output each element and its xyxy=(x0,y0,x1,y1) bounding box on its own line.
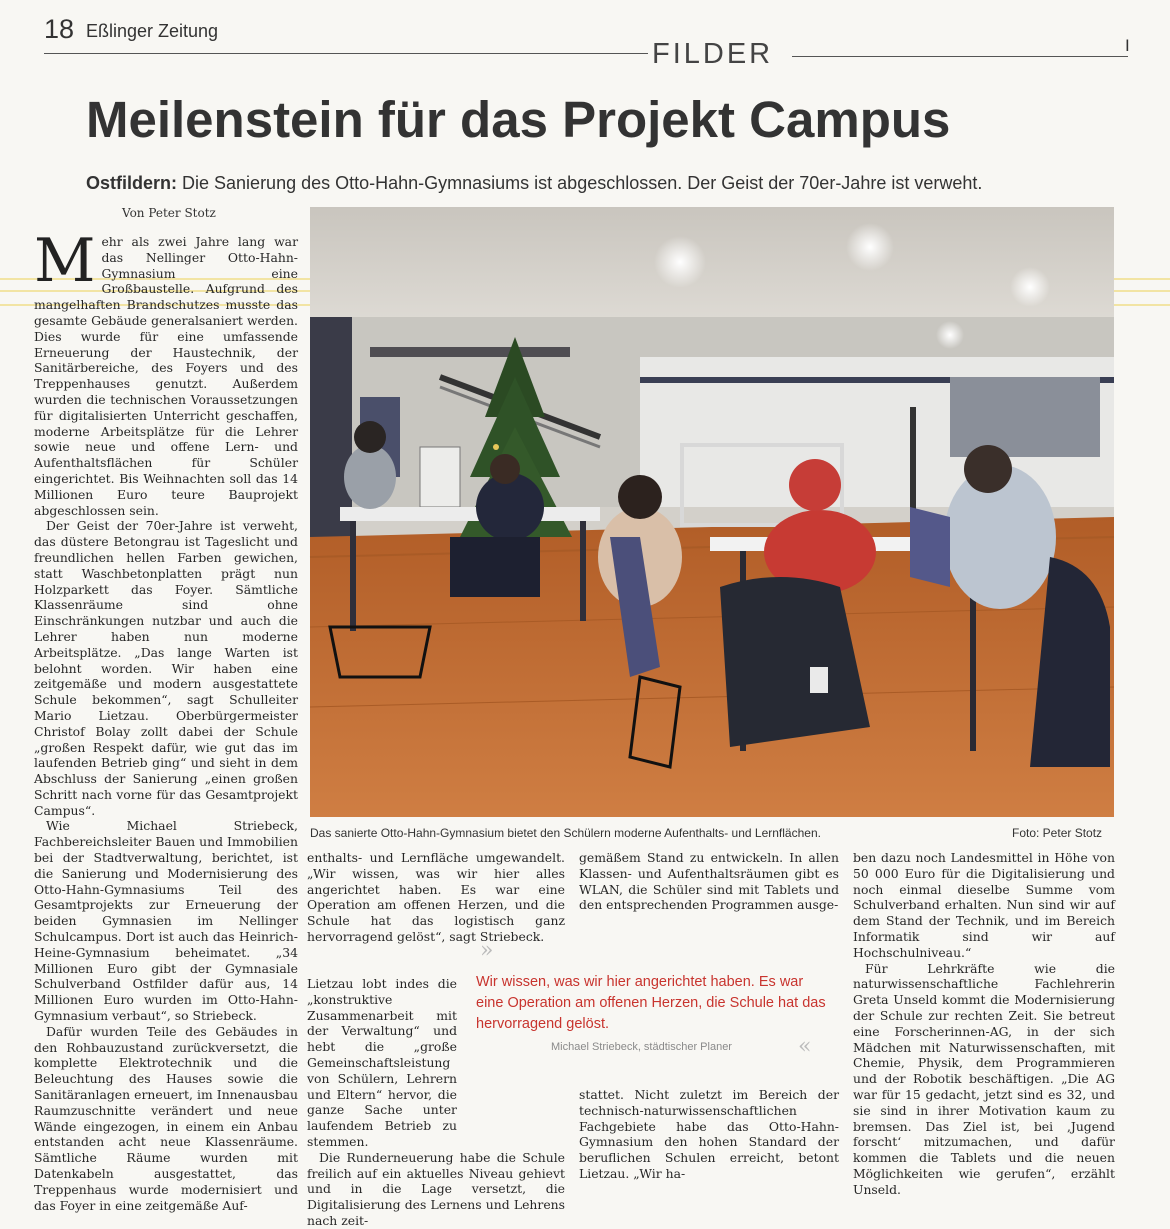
paragraph: enthalts- und Lernfläche umgewandelt. „Wir wissen, was wir hier alles angerichtet haben. Es war eine Operation am offenen Herzen, und die Schule hat das logistisch ganz hervorragend gelöst“, sagt Striebeck. xyxy=(307,850,565,944)
paragraph: gemäßem Stand zu entwickeln. In allen Klassen- und Aufenthaltsräumen gibt es WLAN, die Schüler sind mit Tablets und den entsprechenden Programmen ausge- xyxy=(579,850,839,913)
paragraph-text: ehr als zwei Jahre lang war das Nellinger Otto-Hahn-Gymnasium eine Großbaustelle. Aufgrund des mangelhaften Brandschutzes musste das gesamte Gebäude generalsaniert werden. Dies wurde für eine umfassende Erneuerung der Haustechnik, der Sanitärbereiche, des Foyers und des Treppenhauses genutzt. Außerdem wurden die technischen Voraussetzungen für digitalisierten Unterricht geschaffen, moderne Arbeitsplätze für die Lehrer sowie neue und offene Lern- und Aufenthaltsflächen für Schüler eingerichtet. Bis Weihnachten soll das 14 Millionen Euro teure Bauprojekt abgeschlossen sein. xyxy=(34,234,298,518)
header-rule-left xyxy=(44,53,648,54)
article-column-1 xyxy=(34,226,298,1213)
paragraph xyxy=(34,226,298,518)
newspaper-name: Eßlinger Zeitung xyxy=(86,21,219,41)
byline: Von Peter Stotz xyxy=(122,206,216,220)
quote-open-mark: » xyxy=(480,938,494,963)
header-rule-right xyxy=(792,56,1128,57)
page-number: 18 xyxy=(44,14,75,44)
paragraph: Für Lehrkräfte wie die naturwissenschaftliche Fachlehrerin Greta Unseld kommt die Modernisierung der Schule zur rechten Zeit. Sie betreut eine Forscherinnen-AG, in der sich Mädchen mit Naturwissenschaften, mit Chemie, Physik, dem Programmieren und der Robotik beschäftigen. „Die AG war für 15 gedacht, jetzt sind es 32, und sie sind in ihrer Motivation kaum zu bremsen. Das Ziel ist, bei ‚Jugend forscht‘ mitzumachen, und dafür kommen die Tablets und die neuen Möglichkeiten wie gerufen“, erzählt Unseld. xyxy=(853,960,1115,1197)
paragraph: Dafür wurden Teile des Gebäudes in den Rohbauzustand zurückversetzt, die komplette Elektrotechnik und die Beleuchtung des Hauses sowie die Sanitäranlagen erneuert, im Innenausbau Raumzuschnitte verändert und neue Wände eingezogen, in einem ein Anbau entstanden acht neue Klassenräume. Sämtliche Räume wurden mit Datenkabeln ausgestattet, das Treppenhaus wurde modernisiert und das Foyer in eine zeitgemäße Auf- xyxy=(34,1023,298,1213)
column-2-upper xyxy=(307,850,565,970)
subline-place: Ostfildern: xyxy=(86,173,178,193)
pull-quote-source: Michael Striebeck, städtischer Planer xyxy=(551,1041,732,1053)
drop-cap: M xyxy=(34,226,96,296)
article-subline xyxy=(86,173,982,194)
quote-close-mark: « xyxy=(798,1034,812,1059)
paragraph: stattet. Nicht zuletzt im Bereich der technisch-naturwissenschaftlichen Fachgebiete habe das Otto-Hahn-Gymnasium den hohen Standard der beruflichen Schulen erreicht, betont Lietzau. „Wir ha- xyxy=(579,1087,839,1181)
photo-caption: Das sanierte Otto-Hahn-Gymnasium bietet den Schülern moderne Aufenthalts- und Lernflächen. xyxy=(310,826,821,840)
paragraph: Die Runderneuerung habe die Schule freilich auf ein aktuelles Niveau gehievt und in die Lage versetzt, die Digitalisierung des Lernens und Lehrens nach zeit- xyxy=(307,1149,565,1228)
paragraph: ben dazu noch Landesmittel in Höhe von 50 000 Euro für die Digitalisierung und noch einmal dieselbe Summe vom Schulverband erhalten. Nun sind wir auf dem Stand der Technik, und im Bereich Informatik sind wir auf Hochschulniveau.“ xyxy=(853,850,1115,960)
page-edge-mark: I xyxy=(1125,36,1130,55)
pull-quote: Wir wissen, was wir hier angerichtet haben. Es war eine Operation am offenen Herzen, die Schule hat das hervorragend gelöst. xyxy=(476,974,826,1032)
article-headline: Meilenstein für das Projekt Campus xyxy=(86,91,951,148)
paragraph: Der Geist der 70er-Jahre ist verweht, das düstere Betongrau ist Tageslicht und freundlichen hellen Farben gewichen, statt Waschbetonplatten prägt nun Holzparkett das Foyer. Sämtliche Klassenräume sind ohne Einschränkungen nutzbar und auch die Lehrer haben nun moderne Arbeitsplätze. „Das lange Warten ist belohnt worden. Wir haben eine zeitgemäße und modern ausgestattete Schule bekommen“, sagt Schulleiter Mario Lietzau. Oberbürgermeister Christof Bolay zollt dabei der Schule „großen Respekt dafür, wie gut das im laufenden Betrieb ging“ und sieht in dem Abschluss der Sanierung „einen großen Schritt nach vorne für das Gesamtprojekt Campus“. xyxy=(34,518,298,818)
column-3-lower xyxy=(579,1087,839,1182)
paragraph: Wie Michael Striebeck, Fachbereichsleiter Bauen und Immobilien bei der Stadtverwaltung, berichtet, ist die Sanierung und Modernisierung des Otto-Hahn-Gymnasiums Teil des Gesamtprojekts zur Erneuerung der beiden Gymnasien im Nellinger Schulcampus. Dort ist auch das Heinrich-Heine-Gymnasium beheimatet. „34 Millionen Euro gibt der Gymnasiale Schulverband Ostfilder dafür aus, 14 Millionen Euro wurden im Otto-Hahn-Gymnasium verbaut“, so Striebeck. xyxy=(34,818,298,1024)
article-column-4 xyxy=(853,850,1115,1197)
column-3-upper xyxy=(579,850,839,925)
section-rubric: FILDER xyxy=(652,38,774,70)
photo-credit: Foto: Peter Stotz xyxy=(1012,826,1103,840)
article-photo xyxy=(310,207,1114,817)
subline-text: Die Sanierung des Otto-Hahn-Gymnasiums ist abgeschlossen. Der Geist der 70er-Jahre ist verweht. xyxy=(177,173,983,193)
paragraph: Lietzau lobt indes die „konstruktive Zusammenarbeit mit der Verwaltung“ und hebt die „große Gemeinschaftsleistung von Schülern, Lehrern und Eltern“ hervor, die ganze Sache unter laufendem Betrieb zu stemmen. xyxy=(307,976,457,1149)
